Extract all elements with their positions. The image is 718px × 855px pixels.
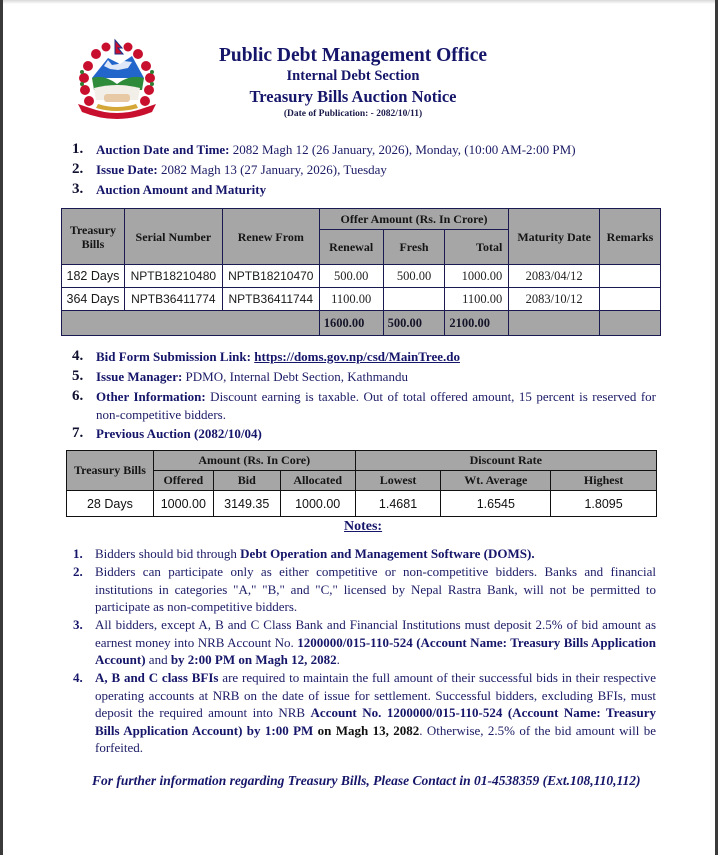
header-fresh: Fresh (383, 230, 445, 265)
cell-remarks (600, 288, 661, 311)
item-label: Issue Manager: (96, 369, 183, 384)
item-label: Auction Amount and Maturity (96, 182, 267, 197)
list-item-bid-link: 4. Bid Form Submission Link: https://doms.gov.np/csd/MainTree.do (72, 348, 460, 364)
total-renewal: 1600.00 (319, 311, 383, 336)
header-treasury-bills: Treasury Bills (67, 451, 154, 491)
total-total: 2100.00 (445, 311, 509, 336)
bid-submission-link[interactable]: https://doms.gov.np/csd/MainTree.do (254, 349, 460, 364)
header-maturity-date: Maturity Date (509, 209, 600, 265)
header-offered: Offered (153, 471, 213, 491)
publication-date: (Date of Publication: - 2082/10/11) (283, 109, 423, 119)
note-item-3: 3. All bidders, except A, B and C Class Bank and Financial Institutions must deposit 2.5% of bid amount as earnest money into NRB Account No. 1200000/015-110-524 (Account Name: Treasury Bills Application Account) and by 2:00 PM on Magh 12, 2082. (73, 617, 656, 668)
header-treasury-bills: Treasury Bills (62, 209, 125, 265)
list-item-auction-date: 1. Auction Date and Time: 2082 Magh 12 (26 January, 2026), Monday, (10:00 AM-2:00 PM) (72, 141, 576, 157)
document-header (190, 44, 516, 120)
cell-renewal: 500.00 (319, 265, 383, 288)
cell-total: 1100.00 (445, 288, 509, 311)
header-discount-rate: Discount Rate (355, 451, 656, 471)
section-title: Internal Debt Section (286, 68, 420, 84)
table-row (62, 288, 661, 311)
list-item-auction-amount: 3. Auction Amount and Maturity (72, 181, 267, 197)
cell-remarks (600, 265, 661, 288)
cell-renewal: 1100.00 (319, 288, 383, 311)
header-wt-average: Wt. Average (441, 471, 551, 491)
cell-renew-from: NPTB18210470 (222, 265, 319, 288)
item-value: 2082 Magh 13 (27 January, 2026), Tuesday (157, 162, 387, 177)
cell-offered: 1000.00 (153, 491, 213, 517)
auction-amount-table (61, 208, 661, 336)
cell-serial: NPTB36411774 (124, 288, 222, 311)
item-label: Other Information: (96, 389, 206, 404)
cell-bills: 182 Days (62, 265, 125, 288)
notice-title: Treasury Bills Auction Notice (249, 87, 457, 106)
header-offer-amount: Offer Amount (Rs. In Crore) (319, 209, 509, 230)
header-serial-number: Serial Number (124, 209, 222, 265)
cell-renew-from: NPTB36411744 (222, 288, 319, 311)
cell-bid: 3149.35 (213, 491, 280, 517)
cell-highest: 1.8095 (551, 491, 657, 517)
window-top-edge (0, 0, 718, 4)
header-lowest: Lowest (355, 471, 441, 491)
cell-fresh (383, 288, 445, 311)
note-item-4: 4. A, B and C class BFIs are required to maintain the full amount of their successful bids in their respective operating accounts at NRB on the date of issue for settlement. Successful bidders, excluding BFIs, must deposit the required amount into NRB Account No. 1200000/015-110-524 (Account Name: Treasury Bills Application Account) by 1:00 PM on Magh 13, 2082. Otherwise, 2.5% of the bid amount will be forfeited. (73, 670, 657, 756)
total-remarks-empty (600, 311, 661, 336)
item-label: Auction Date and Time: (96, 142, 230, 157)
item-value: PDMO, Internal Debt Section, Kathmandu (182, 369, 408, 384)
list-item-issue-manager: 5. Issue Manager: PDMO, Internal Debt Section, Kathmandu (72, 368, 408, 384)
total-label-cell (62, 311, 320, 336)
cell-bills: 364 Days (62, 288, 125, 311)
previous-auction-table (66, 450, 657, 517)
notes-heading: Notes: (344, 519, 383, 534)
cell-fresh: 500.00 (383, 265, 445, 288)
header-bid: Bid (213, 471, 280, 491)
cell-wt-average: 1.6545 (441, 491, 551, 517)
total-maturity-empty (509, 311, 600, 336)
header-total: Total (445, 230, 509, 265)
table-row (62, 265, 661, 288)
header-amount: Amount (Rs. In Core) (153, 451, 355, 471)
list-item-issue-date: 2. Issue Date: 2082 Magh 13 (27 January, 2026), Tuesday (72, 161, 387, 177)
item-value: 2082 Magh 12 (26 January, 2026), Monday, (10:00 AM-2:00 PM) (229, 142, 576, 157)
cell-total: 1000.00 (445, 265, 509, 288)
note-item-2: 2. Bidders can participate only as either competitive or non-competitive bidders. Banks and financial institutions in categories "A," "B," and "C," licensed by Nepal Rastra Bank, will not be permitted to participate as non-competitive bidders. (73, 564, 656, 615)
cell-serial: NPTB18210480 (124, 265, 222, 288)
cell-allocated: 1000.00 (280, 491, 355, 517)
item-label: Issue Date: (96, 162, 158, 177)
cell-maturity: 2083/10/12 (509, 288, 600, 311)
cell-bills: 28 Days (67, 491, 154, 517)
item-label: Bid Form Submission Link: (96, 349, 251, 364)
item-value: Discount earning is taxable. Out of total offered amount, 15 percent is reserved for non-competitive bidders. (96, 389, 656, 422)
table-total-row (62, 311, 661, 336)
header-renewal: Renewal (319, 230, 383, 265)
cell-lowest: 1.4681 (355, 491, 441, 517)
list-item-other-info: 6. Other Information: Discount earning is taxable. Out of total offered amount, 15 percent is reserved for non-competitive bidders. (72, 388, 656, 422)
window-left-border (0, 0, 3, 855)
total-fresh: 500.00 (383, 311, 445, 336)
header-highest: Highest (551, 471, 657, 491)
item-label: Previous Auction (2082/10/04) (96, 426, 262, 441)
list-item-previous-auction: 7. Previous Auction (2082/10/04) (72, 425, 262, 441)
cell-maturity: 2083/04/12 (509, 265, 600, 288)
office-title: Public Debt Management Office (218, 45, 488, 66)
table-row (67, 491, 657, 517)
header-allocated: Allocated (280, 471, 355, 491)
header-remarks: Remarks (600, 209, 661, 265)
note-item-1: 1. Bidders should bid through Debt Operation and Management Software (DOMS). (73, 546, 535, 561)
header-renew-from: Renew From (222, 209, 319, 265)
nepal-emblem-icon (74, 38, 160, 124)
contact-footer: For further information regarding Treasury Bills, Please Contact in 01-4538359 (Ext.108,110,112) (92, 773, 641, 788)
